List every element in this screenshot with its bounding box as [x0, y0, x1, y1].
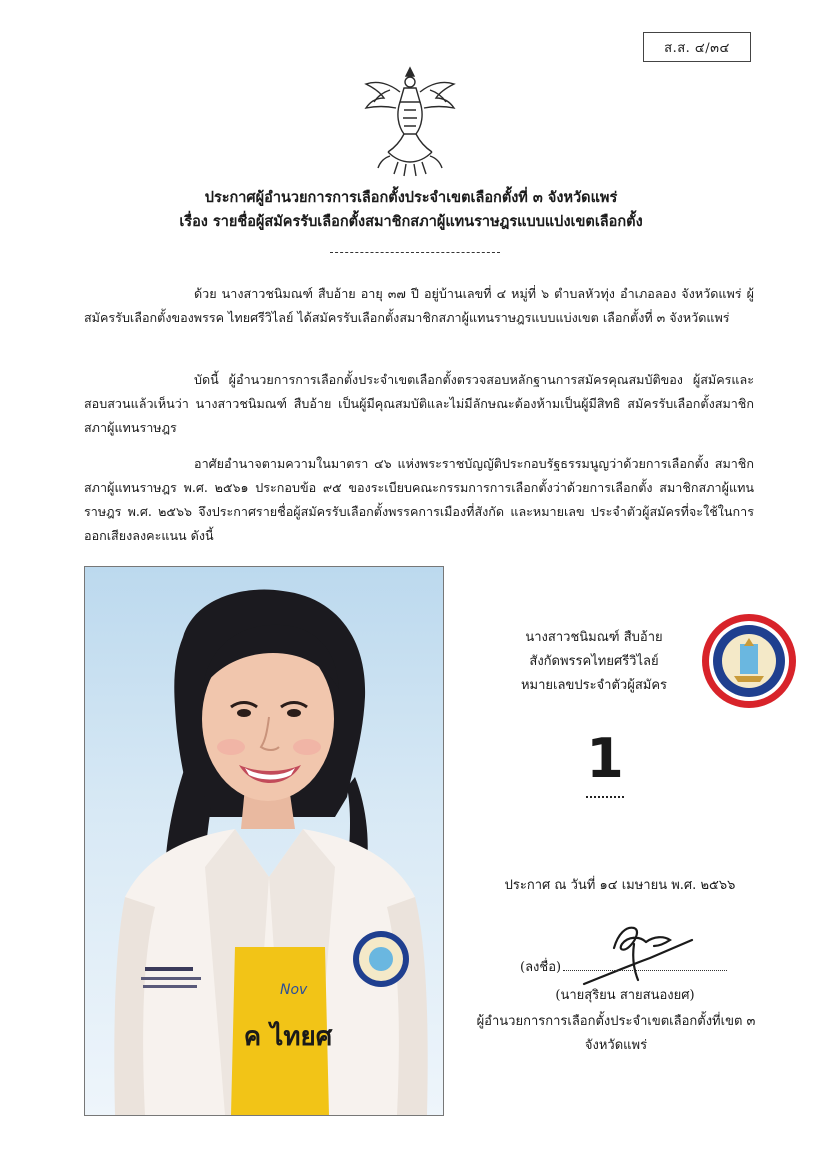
signature-dots: [563, 970, 727, 971]
sign-prefix: (ลงชื่อ): [520, 960, 562, 975]
candidate-number-label: หมายเลขประจำตัวผู้สมัคร: [520, 678, 668, 693]
form-code: ส.ส. ๔/๓๔: [664, 40, 730, 56]
signature-line: [520, 956, 750, 977]
shirt-brand: Nov: [280, 982, 308, 998]
signature-icon: [574, 914, 702, 994]
shirt-text: ค ไทยศ: [243, 1022, 333, 1052]
candidate-party: สังกัดพรรคไทยศรีวิไลย์: [529, 654, 659, 669]
form-code-box: [643, 32, 751, 62]
announcement-subject: เรื่อง รายชื่อผู้สมัครรับเลือกตั้งสมาชิกสภาผู้แทนราษฎรแบบแบ่งเขตเลือกตั้ง: [179, 213, 643, 230]
candidate-info: [478, 626, 710, 698]
paragraph-authority: อาศัยอำนาจตามความในมาตรา ๔๖ แห่งพระราชบัญญัติประกอบรัฐธรรมนูญว่าด้วยการเลือกตั้ง สมาชิกสภาผู้แทนราษฎร พ.ศ. ๒๕๖๑ ประกอบข้อ ๙๕ ของระเบียบคณะกรรมการการเลือกตั้งว่าด้วยการเลือกตั้ง สมาชิกสภาผู้แทนราษฎร พ.ศ. ๒๕๖๖ จึงประกาศรายชื่อผู้สมัครรับเลือกตั้งพรรคการเมืองที่สังกัด และหมายเลข ประจำตัวผู้สมัครที่จะใช้ในการออกเสียงลงคะแนน ดังนี้: [84, 456, 754, 543]
paragraph-applicant: ด้วย นางสาวชนิมณฑ์ สืบอ้าย อายุ ๓๗ ปี อยู่บ้านเลขที่ ๔ หมู่ที่ ๖ ตำบลหัวทุ่ง อำเภอลอง จังหวัดแพร่ ผู้สมัครรับเลือกตั้งของพรรค ไทยศรีวิไลย์ ได้สมัครรับเลือกตั้งสมาชิกสภาผู้แทนราษฎรแบบแบ่งเขต เลือกตั้งที่ ๓ จังหวัดแพร่: [84, 286, 754, 325]
number-underline: [586, 796, 624, 798]
candidate-number: 1: [586, 727, 624, 790]
signer-position-line2: จังหวัดแพร่: [584, 1038, 648, 1053]
party-logo-icon: [700, 612, 798, 710]
signer-name: (นายสุริยน สายสนองยศ): [555, 988, 695, 1003]
announcement-date: ประกาศ ณ วันที่ ๑๔ เมษายน พ.ศ. ๒๕๖๖: [504, 878, 736, 893]
candidate-name: นางสาวชนิมณฑ์ สืบอ้าย: [525, 630, 663, 645]
paragraph-review: บัดนี้ ผู้อำนวยการการเลือกตั้งประจำเขตเลือกตั้งตรวจสอบหลักฐานการสมัครคุณสมบัติของ ผู้สมัครและสอบสวนแล้วเห็นว่า นางสาวชนิมณฑ์ สืบอ้าย เป็นผู้มีคุณสมบัติและไม่มีลักษณะต้องห้ามเป็นผู้มีสิทธิ สมัครรับเลือกตั้งสมาชิกสภาผู้แทนราษฎร: [84, 372, 754, 435]
garuda-emblem-icon: [360, 62, 460, 180]
signer-position: [456, 1010, 776, 1058]
signer-position-line1: ผู้อำนวยการการเลือกตั้งประจำเขตเลือกตั้งที่เขต ๓: [476, 1014, 756, 1029]
title-divider: [330, 252, 500, 253]
announcement-title: ประกาศผู้อำนวยการการเลือกตั้งประจำเขตเลือกตั้งที่ ๓ จังหวัดแพร่: [204, 189, 618, 206]
